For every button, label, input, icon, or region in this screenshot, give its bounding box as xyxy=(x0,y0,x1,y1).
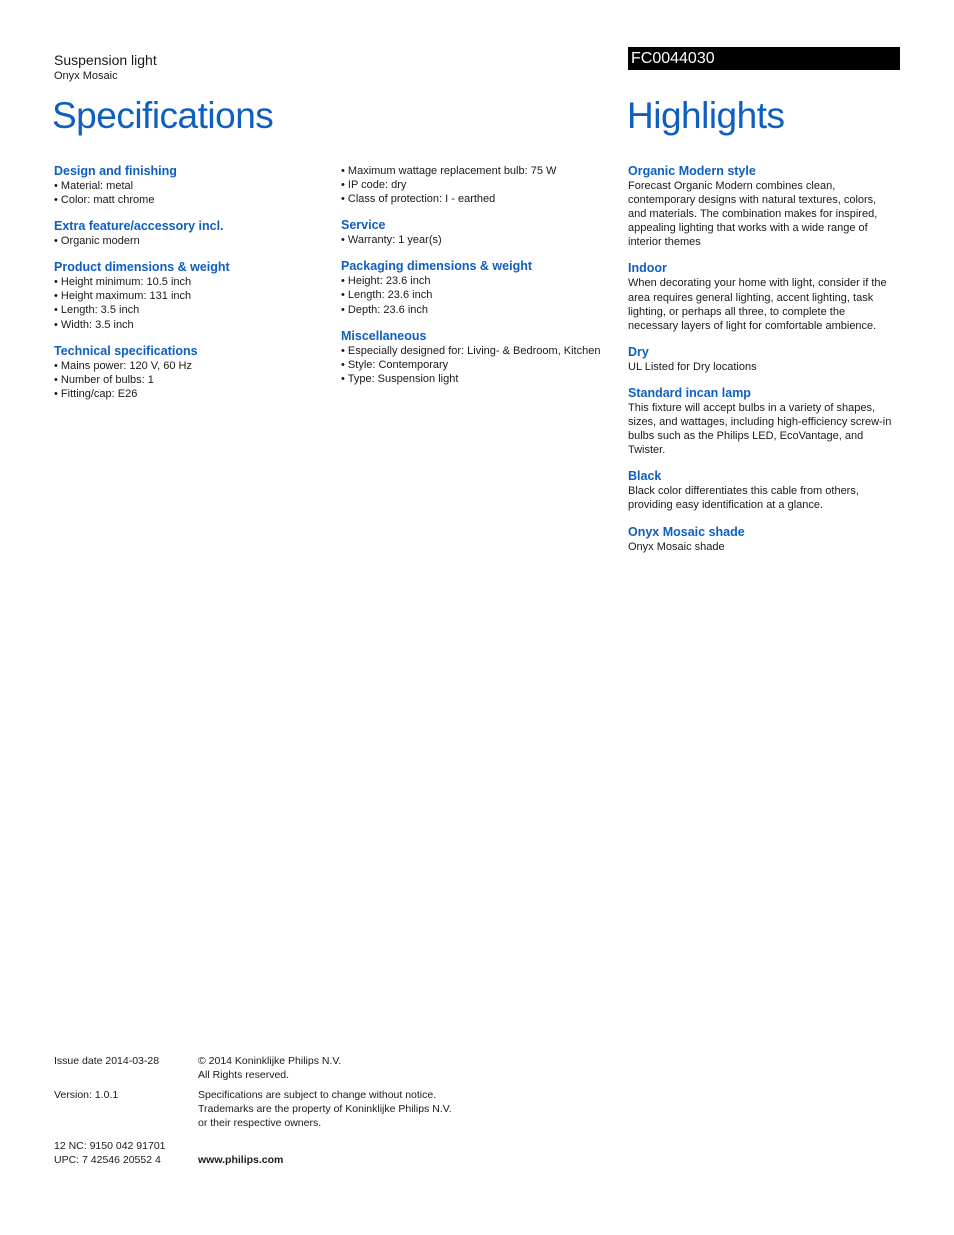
specifications-column-1 xyxy=(54,164,324,413)
website-link[interactable]: www.philips.com xyxy=(198,1154,284,1166)
spec-section xyxy=(341,259,616,316)
highlight-text: This fixture will accept bulbs in a variety of shapes, sizes, and wattages, including high-efficiency screw-in bulbs such as the Philips LED, EcoVantage, and Twister. xyxy=(628,401,892,457)
highlight-text: Onyx Mosaic shade xyxy=(628,540,725,553)
spec-item: • Color: matt chrome xyxy=(54,193,324,207)
spec-section-title: Service xyxy=(341,218,386,233)
spec-item: • IP code: dry xyxy=(341,178,616,192)
highlight-section xyxy=(628,525,903,554)
highlight-section xyxy=(628,469,903,512)
version: Version: 1.0.1 xyxy=(54,1089,119,1101)
highlight-title: Black xyxy=(628,469,662,484)
highlight-title: Organic Modern style xyxy=(628,164,756,178)
model-number-badge: FC0044030 xyxy=(628,47,900,70)
highlight-text: When decorating your home with light, consider if the area requires general lighting, accent lighting, task lighting, or perhaps all three, to complete the necessary layers of light for comfortable ambience. xyxy=(628,277,887,332)
highlight-title: Dry xyxy=(628,344,649,359)
spec-item: • Height maximum: 131 inch xyxy=(54,289,324,303)
highlight-text: Black color differentiates this cable from others, providing easy identification at a glance. xyxy=(628,485,859,512)
specifications-column-2 xyxy=(341,164,616,398)
issue-date: Issue date 2014-03-28 xyxy=(54,1055,160,1067)
spec-section-title: Product dimensions & weight xyxy=(54,260,230,275)
spec-item: • Especially designed for: Living- & Bedroom, Kitchen xyxy=(341,344,616,358)
highlight-section xyxy=(628,164,903,249)
legal-notice: Trademarks are the property of Koninklijke Philips N.V. xyxy=(198,1103,452,1115)
legal-notice: or their respective owners. xyxy=(198,1117,322,1129)
spec-item: • Material: metal xyxy=(54,179,324,193)
upc-code: UPC: 7 42546 20552 4 xyxy=(54,1154,161,1166)
spec-section xyxy=(54,344,324,401)
spec-section-title: Extra feature/accessory incl. xyxy=(54,219,224,234)
spec-item: • Number of bulbs: 1 xyxy=(54,373,324,387)
spec-section xyxy=(54,260,324,331)
spec-item: • Height minimum: 10.5 inch xyxy=(54,275,324,289)
spec-item: • Warranty: 1 year(s) xyxy=(341,233,616,247)
spec-section-title: Miscellaneous xyxy=(341,328,427,343)
highlight-title: Onyx Mosaic shade xyxy=(628,524,745,539)
spec-item: • Organic modern xyxy=(54,234,324,248)
highlight-title: Indoor xyxy=(628,261,667,276)
copyright: © 2014 Koninklijke Philips N.V. xyxy=(198,1055,342,1067)
spec-section xyxy=(341,329,616,386)
highlight-text: UL Listed for Dry locations xyxy=(628,360,757,373)
spec-item: • Fitting/cap: E26 xyxy=(54,387,324,401)
spec-item: • Length: 23.6 inch xyxy=(341,288,616,302)
spec-item: • Width: 3.5 inch xyxy=(54,318,324,332)
highlight-section xyxy=(628,345,903,374)
highlight-text: Forecast Organic Modern combines clean, contemporary designs with natural textures, colors, and materials. The combination makes for inspired, appealing lighting that works with a wide range of interior themes xyxy=(628,180,878,249)
spec-item: • Type: Suspension light xyxy=(341,372,616,386)
specifications-title: Specifications xyxy=(52,95,274,136)
highlights-column xyxy=(628,164,903,566)
spec-item: • Style: Contemporary xyxy=(341,358,616,372)
spec-section-title: Packaging dimensions & weight xyxy=(341,259,533,274)
spec-item: • Length: 3.5 inch xyxy=(54,303,324,317)
highlights-title: Highlights xyxy=(627,95,785,136)
product-type: Suspension light xyxy=(54,52,157,68)
spec-item: • Maximum wattage replacement bulb: 75 W xyxy=(341,164,616,178)
highlight-title: Standard incan lamp xyxy=(628,385,751,400)
product-name: Onyx Mosaic xyxy=(54,70,118,82)
rights-reserved: All Rights reserved. xyxy=(198,1069,290,1081)
spec-section xyxy=(54,164,324,207)
spec-continuation-list xyxy=(341,164,616,206)
highlight-section xyxy=(628,261,903,332)
spec-section xyxy=(54,219,324,248)
spec-item: • Depth: 23.6 inch xyxy=(341,303,616,317)
spec-item: • Mains power: 120 V, 60 Hz xyxy=(54,359,324,373)
spec-section xyxy=(341,218,616,247)
spec-item: • Class of protection: I - earthed xyxy=(341,192,616,206)
highlight-section xyxy=(628,386,903,457)
legal-notice: Specifications are subject to change without notice. xyxy=(198,1089,437,1101)
spec-section-title: Design and finishing xyxy=(54,164,177,178)
nc-code: 12 NC: 9150 042 91701 xyxy=(54,1140,166,1152)
spec-section-title: Technical specifications xyxy=(54,343,198,358)
spec-item: • Height: 23.6 inch xyxy=(341,274,616,288)
